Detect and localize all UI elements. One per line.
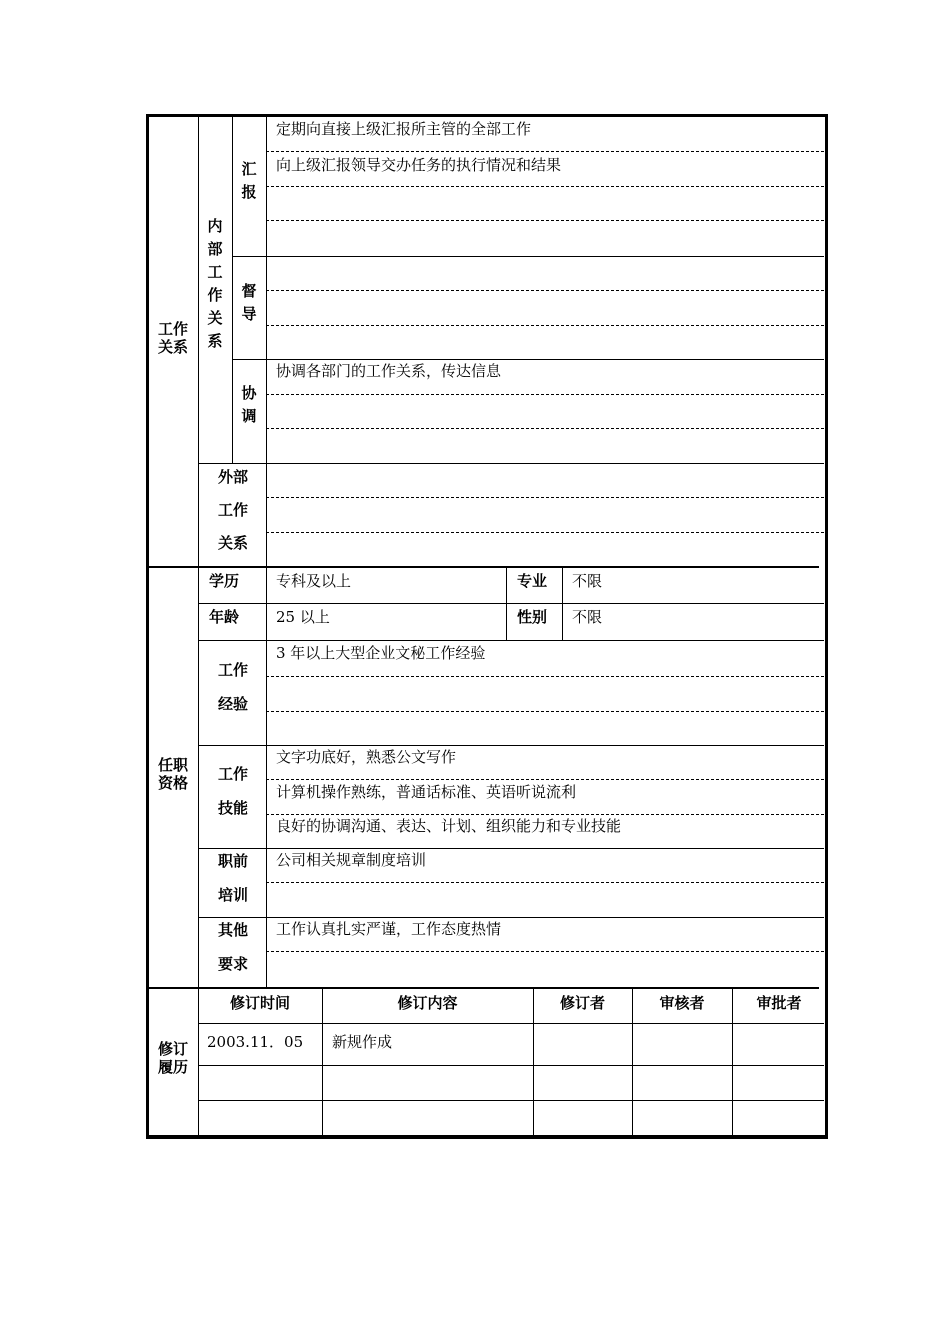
- report-line-1: 定期向直接上级汇报所主管的全部工作: [276, 120, 532, 138]
- major-value: 不限: [572, 572, 603, 590]
- section-label-work-relations: 工作关系: [157, 320, 188, 356]
- dashed-rule: [266, 151, 824, 152]
- other-line-1: 工作认真扎实严谨，工作态度热情: [276, 920, 502, 938]
- training-line-1: 公司相关规章制度培训: [276, 851, 427, 869]
- coordinate-label: 协调: [241, 384, 257, 425]
- dashed-rule: [266, 220, 824, 221]
- divider: [266, 568, 267, 988]
- education-label: 学历: [208, 572, 239, 590]
- row-divider: [232, 359, 824, 360]
- divider: [198, 117, 199, 567]
- report-line-2: 向上级汇报领导交办任务的执行情况和结果: [276, 156, 562, 174]
- internal-relations-label: 内部工作关系: [207, 217, 223, 350]
- skills-label: 工作 技能: [217, 765, 248, 817]
- row-divider: [198, 745, 824, 746]
- dashed-rule: [266, 779, 824, 780]
- section-label-revision-history: 修订履历: [157, 1040, 188, 1076]
- experience-label: 工作 经验: [217, 661, 248, 713]
- gender-label: 性别: [516, 608, 547, 626]
- row-divider: [198, 640, 824, 641]
- dashed-rule: [266, 290, 824, 291]
- dashed-rule: [266, 814, 824, 815]
- skills-line-2: 计算机操作熟练，普通话标准、英语听说流利: [276, 783, 577, 801]
- report-label: 汇报: [241, 160, 257, 201]
- dashed-rule: [266, 532, 824, 533]
- coordinate-line-1: 协调各部门的工作关系，传达信息: [276, 362, 502, 380]
- section-divider: [149, 566, 819, 568]
- dashed-rule: [266, 428, 824, 429]
- header-revision-content: 修订内容: [397, 994, 458, 1012]
- gender-value: 不限: [572, 608, 603, 626]
- revision-row-1-date: 2003.11．05: [207, 1033, 304, 1051]
- divider: [562, 568, 563, 640]
- dashed-rule: [266, 951, 824, 952]
- other-label: 其他 要求: [217, 921, 248, 973]
- table-bottom-border-left: [146, 1135, 198, 1139]
- dashed-rule: [266, 676, 824, 677]
- dashed-rule: [266, 186, 824, 187]
- skills-line-3: 良好的协调沟通、表达、计划、组织能力和专业技能: [276, 817, 622, 835]
- row-divider: [198, 463, 824, 464]
- supervise-label: 督导: [241, 282, 257, 323]
- row-divider: [198, 1065, 824, 1066]
- header-revision-date: 修订时间: [229, 994, 290, 1012]
- age-value: 25 以上: [276, 608, 330, 626]
- divider: [232, 117, 233, 463]
- dashed-rule: [266, 711, 824, 712]
- external-relations-label: 外部 工作 关系: [217, 468, 248, 552]
- dashed-rule: [266, 325, 824, 326]
- header-reviewer: 审核者: [659, 994, 705, 1012]
- divider: [266, 117, 267, 567]
- row-divider: [198, 917, 824, 918]
- table-bottom-border: [196, 1135, 828, 1139]
- row-divider: [232, 256, 824, 257]
- header-reviser: 修订者: [559, 994, 605, 1012]
- skills-line-1: 文字功底好，熟悉公文写作: [276, 748, 457, 766]
- age-label: 年龄: [208, 608, 239, 626]
- row-divider: [198, 1100, 824, 1101]
- training-label: 职前 培训: [217, 852, 248, 904]
- dashed-rule: [266, 394, 824, 395]
- section-divider: [149, 987, 819, 989]
- row-divider: [198, 1023, 824, 1024]
- dashed-rule: [266, 497, 824, 498]
- row-divider: [198, 848, 824, 849]
- divider: [198, 568, 199, 988]
- revision-row-1-content: 新规作成: [332, 1033, 393, 1051]
- row-divider: [198, 603, 824, 604]
- experience-line-1: 3 年以上大型企业文秘工作经验: [276, 644, 486, 662]
- major-label: 专业: [516, 572, 547, 590]
- divider: [506, 568, 507, 640]
- header-approver: 审批者: [756, 994, 802, 1012]
- education-value: 专科及以上: [276, 572, 352, 590]
- section-label-qualifications: 任职资格: [157, 756, 188, 792]
- dashed-rule: [266, 882, 824, 883]
